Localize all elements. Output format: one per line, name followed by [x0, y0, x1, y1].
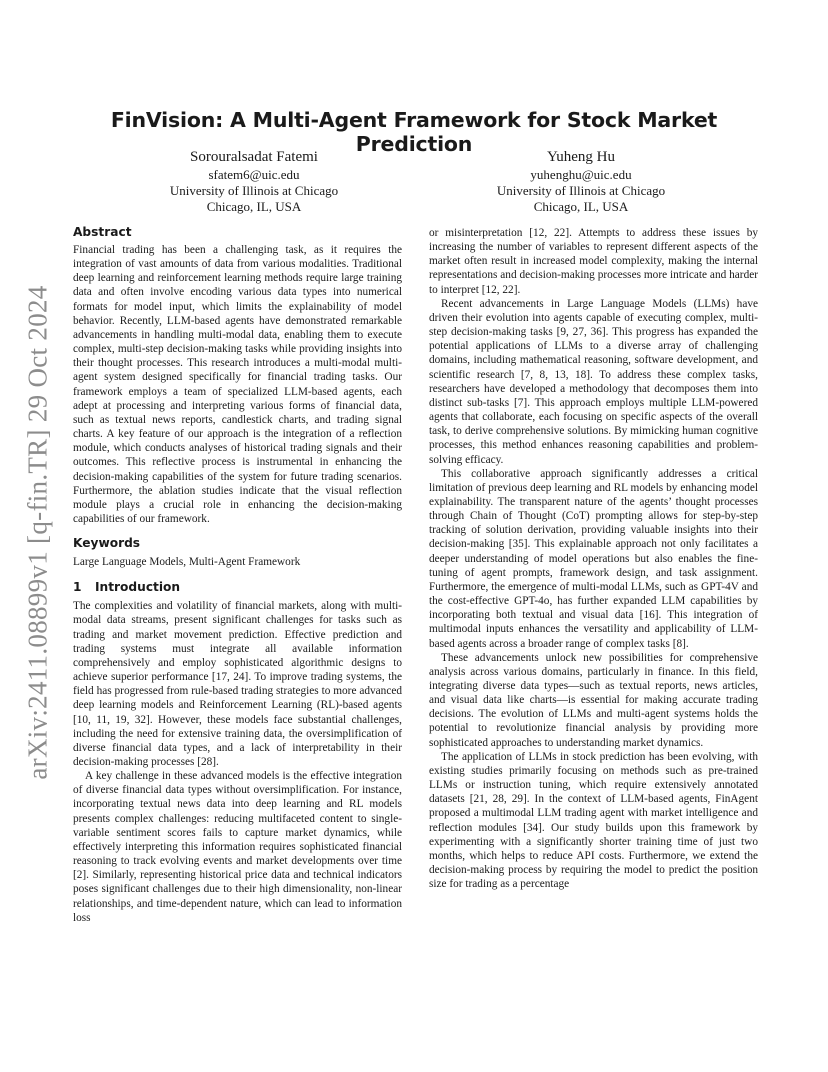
author-location: Chicago, IL, USA: [206, 199, 302, 215]
left-column: [73, 224, 402, 925]
section-title: Introduction: [95, 580, 181, 595]
right-column: [429, 226, 758, 891]
author-name: Yuheng Hu: [547, 149, 615, 165]
author-name: Sorouralsadat Fatemi: [190, 149, 318, 165]
intro-paragraph: This collaborative approach significantly addresses a critical limitation of previous deep learning and RL models by enhancing model explainability. The transparent nature of the agents’ thought processes through Chain of Thought (CoT) prompting allows for step-by-step tracking of solution derivation, providing valuable insights into their decision-making [35]. This explainable approach not only facilitates a deeper understanding of model operations but also enables the fine-tuning of agent prompts, framework design, and task assignment. Furthermore, the emergence of multi-modal LLMs, such as GPT-4V and the cost-effective GPT-4o, has further expanded LLM capabilities by incorporating both textual and visual data [16]. This integration of multimodal inputs enhances the versatility and applicability of LLM-based agents across a broader range of complex tasks [8].: [429, 467, 758, 650]
author-email: yuhenghu@uic.edu: [530, 167, 632, 182]
keywords-heading: Keywords: [73, 536, 141, 551]
arxiv-identifier-text: arXiv:2411.08899v1 [q-fin.TR] 29 Oct 2024: [22, 284, 53, 780]
author-affiliation: University of Illinois at Chicago: [169, 183, 339, 199]
author-block: [431, 148, 731, 216]
paper-title: FinVision: A Multi-Agent Framework for Stock Market Prediction: [110, 108, 718, 156]
abstract-heading: Abstract: [73, 225, 132, 239]
intro-paragraph: or misinterpretation [12, 22]. Attempts to address these issues by increasing the number of variables to represent different aspects of the market often result in increased model complexity, making the internal representations and decision-making processes more intricate and harder to interpret [12, 22].: [429, 227, 758, 296]
author-affiliation: University of Illinois at Chicago: [496, 183, 666, 199]
intro-paragraph: The complexities and volatility of financial markets, along with multi-modal data streams, present significant challenges for tasks such as trading and market movement prediction. Effective prediction and trading systems must integrate all available information comprehensively and employ sophisticated algorithmic designs to achieve superior performance [17, 24]. To improve trading systems, the field has progressed from rule-based trading strategies to more advanced deep learning models and Reinforcement Learning (RL)-based agents [10, 11, 19, 32]. However, these models face substantial challenges, including the need for extensive training data, the oversimplification of diverse financial data types, and a lack of interpretability in their decision-making processes [28].: [73, 600, 402, 768]
introduction-heading: [73, 579, 402, 595]
author-block: [104, 148, 404, 216]
intro-paragraph: A key challenge in these advanced models is the effective integration of diverse financial data types without oversimplification. For instance, incorporating textual news data into deep learning and RL models presents complex challenges: reducing multifaceted content to single-variable sentiment scores fails to capture market dynamics, while effectively interpreting this information requires sophisticated financial reasoning to track evolving events and market developments over time [2]. Similarly, representing historical price data and technical indicators poses significant challenges due to their high dimensionality, non-linear relationships, and time-dependent nature, which can lead to information loss: [73, 770, 402, 924]
abstract-text: Financial trading has been a challenging task, as it requires the integration of vast amounts of data from various modalities. Traditional deep learning and reinforcement learning methods require large training data and often involve encoding various data types into numerical formats for model input, which limits the explainability of model behavior. Recently, LLM-based agents have demonstrated remarkable advancements in handling multi-modal data, enabling them to execute complex, multi-step decision-making tasks while providing insights into their thought processes. This research introduces a multi-modal multi-agent system designed specifically for financial trading tasks. Our framework employs a team of specialized LLM-based agents, each adept at processing and interpreting various forms of financial data, such as textual news reports, candlestick charts, and trading signal charts. A key feature of our approach is the integration of a reflection module, which conducts analyses of historical trading signals and their outcomes. This reflective process is instrumental in enhancing the decision-making capabilities of the system for future trading scenarios. Furthermore, the ablation studies indicate that the visual reflection module plays a crucial role in enhancing the decision-making capabilities of our framework.: [73, 244, 402, 525]
intro-paragraph: The application of LLMs in stock prediction has been evolving, with existing studies primarily focusing on methods such as pre-trained LLMs or instruction tuning, which require extensively annotated datasets [21, 28, 29]. In the context of LLM-based agents, FinAgent proposed a multimodal LLM trading agent with market intelligence and reflection modules [34]. Our study builds upon this framework by experimenting with a significantly shorter training time of just two months, which helps to reduce API costs. Furthermore, we extend the decision-making process by requiring the model to predict the position size for trading as a percentage: [429, 750, 758, 891]
section-number: 1: [73, 580, 82, 595]
intro-paragraph: Recent advancements in Large Language Models (LLMs) have driven their evolution into agents capable of executing complex, multi-step decision-making tasks [9, 27, 36]. This progress has expanded the potential applications of LLMs to a diverse array of challenging domains, including mathematical reasoning, software development, and scientific research [7, 8, 13, 18]. To address these complex tasks, researchers have developed a methodology that decomposes them into distinct sub-tasks [7]. This approach employs multiple LLM-powered agents that collaborate, each focusing on specific aspects of the overall task, to derive comprehensive solutions. By mimicking human cognitive processes, this method enhances reasoning capabilities and problem-solving efficacy.: [429, 297, 758, 466]
intro-paragraph: These advancements unlock new possibilities for comprehensive analysis across various domains, particularly in finance. In this field, integrating diverse data types—such as textual reports, news articles, and visual data like charts—is essential for making accurate trading decisions. The evolution of LLMs and multi-agent systems holds the potential to revolutionize financial analysis by providing more sophisticated approaches to understanding market dynamics.: [429, 651, 758, 749]
keywords-text: Large Language Models, Multi-Agent Framework: [73, 556, 301, 569]
author-location: Chicago, IL, USA: [533, 199, 629, 215]
author-email: sfatem6@uic.edu: [208, 167, 300, 182]
arxiv-identifier-stamp: [18, 282, 58, 782]
